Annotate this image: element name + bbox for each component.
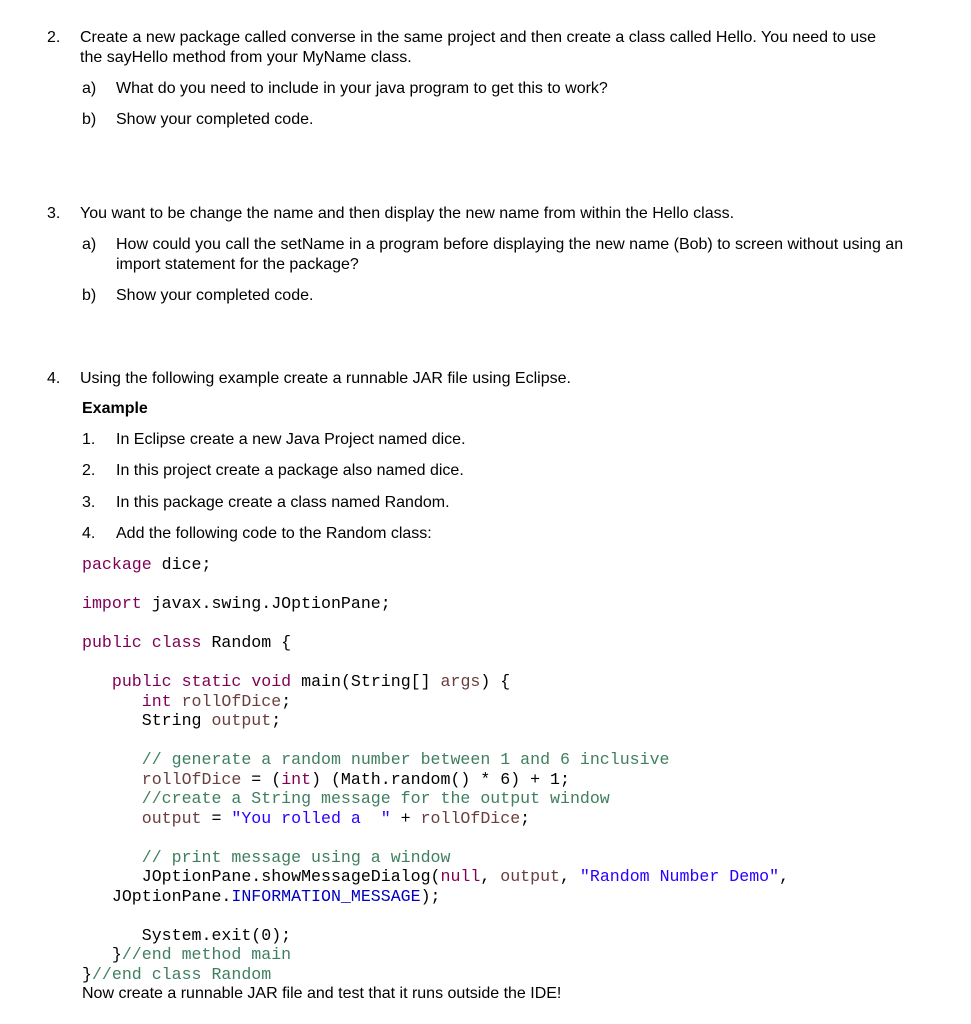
code-line	[82, 672, 789, 692]
code-line	[82, 692, 789, 712]
code-token: System.exit(0);	[82, 925, 292, 945]
code-line	[82, 965, 789, 985]
code-token	[82, 750, 142, 769]
code-token	[82, 770, 142, 789]
step-text: In this project create a package also named dice.	[116, 462, 464, 479]
code-token: dice;	[151, 555, 212, 574]
code-token: output	[500, 867, 560, 886]
code-line	[82, 789, 789, 809]
code-token: String	[82, 711, 212, 730]
code-token: //end class Random	[91, 964, 272, 984]
code-token: ) (Math.random() * 6) + 1;	[311, 769, 570, 789]
code-token: Random {	[201, 633, 292, 652]
step-number: 3.	[82, 494, 96, 511]
code-token: ,	[560, 867, 580, 886]
code-token: ;	[271, 711, 282, 730]
code-line	[82, 809, 789, 829]
subquestion-text: Show your completed code.	[116, 111, 314, 128]
code-token	[142, 633, 152, 652]
code-token: JOptionPane.showMessageDialog(	[82, 867, 441, 886]
subquestion-label: b)	[82, 287, 97, 304]
code-line	[82, 653, 789, 673]
code-token: public	[82, 633, 142, 652]
code-token: // print message using a window	[141, 847, 451, 867]
code-token	[241, 672, 251, 691]
code-token: int	[141, 691, 172, 711]
code-line	[82, 887, 789, 907]
question-text: Create a new package called converse in the same project and then create a class called Hello. You need to use	[80, 29, 877, 46]
question-number: 3.	[47, 205, 61, 222]
code-token: //create a String message for the output window	[141, 789, 610, 808]
code-token	[82, 809, 142, 828]
code-token: = (	[241, 769, 282, 789]
step-text: In this package create a class named Random.	[116, 494, 450, 511]
question-number: 4.	[47, 370, 61, 387]
code-line	[82, 867, 789, 887]
code-token: }	[82, 945, 122, 964]
code-token: rollOfDice	[181, 691, 282, 711]
code-token	[82, 848, 142, 867]
code-token: int	[281, 769, 312, 789]
code-token: rollOfDice	[420, 808, 521, 828]
code-token: ,	[480, 867, 501, 886]
subquestion-text: What do you need to include in your java program to get this to work?	[116, 80, 608, 97]
code-block	[82, 555, 789, 984]
code-token: ) {	[480, 672, 511, 691]
code-token: output	[141, 808, 202, 828]
code-token: args	[440, 672, 481, 691]
code-token	[82, 672, 112, 691]
code-token	[172, 672, 182, 691]
footer-instruction: Now create a runnable JAR file and test that it runs outside the IDE!	[82, 985, 562, 1002]
step-number: 2.	[82, 462, 96, 479]
code-line	[82, 750, 789, 770]
code-line	[82, 633, 789, 653]
code-token: javax.swing.JOptionPane;	[141, 594, 391, 613]
code-token: import	[82, 594, 142, 613]
subquestion-text: How could you call the setName in a program before displaying the new name (Bob) to screen without using an	[116, 236, 904, 253]
code-token: ,	[779, 867, 790, 886]
code-line	[82, 614, 789, 634]
code-line	[82, 828, 789, 848]
subquestion-text: Show your completed code.	[116, 287, 314, 304]
code-token: ;	[520, 808, 531, 828]
code-token: );	[420, 886, 441, 906]
code-token: output	[211, 711, 272, 730]
question-text: the sayHello method from your MyName class.	[80, 49, 412, 66]
code-line	[82, 906, 789, 926]
code-token: ;	[281, 691, 292, 711]
code-token: static	[181, 672, 242, 691]
code-token: rollOfDice	[141, 769, 242, 789]
code-token: null	[440, 867, 481, 886]
code-token: class	[151, 633, 202, 652]
subquestion-text: import statement for the package?	[116, 256, 359, 273]
code-token: "You rolled a "	[231, 808, 391, 828]
code-token	[172, 692, 182, 711]
code-line	[82, 731, 789, 751]
question-text: You want to be change the name and then display the new name from within the Hello class.	[80, 205, 735, 222]
code-token: }	[82, 964, 92, 984]
step-number: 4.	[82, 525, 96, 542]
code-line	[82, 555, 789, 575]
subquestion-label: a)	[82, 80, 97, 97]
step-text: Add the following code to the Random class:	[116, 525, 432, 542]
code-line	[82, 575, 789, 595]
step-text: In Eclipse create a new Java Project named dice.	[116, 431, 466, 448]
code-token: package	[82, 555, 152, 574]
code-token: //end method main	[121, 945, 292, 964]
code-line	[82, 926, 789, 946]
subquestion-label: b)	[82, 111, 97, 128]
code-line	[82, 711, 789, 731]
code-token: JOptionPane.	[82, 886, 232, 906]
code-token	[82, 789, 142, 808]
code-token: void	[251, 672, 292, 691]
example-heading: Example	[82, 400, 148, 417]
step-number: 1.	[82, 431, 96, 448]
code-line	[82, 594, 789, 614]
question-number: 2.	[47, 29, 61, 46]
question-text: Using the following example create a runnable JAR file using Eclipse.	[80, 370, 571, 387]
code-token: public	[111, 672, 172, 691]
code-token	[82, 692, 142, 711]
subquestion-label: a)	[82, 236, 97, 253]
code-token: +	[390, 808, 421, 828]
code-token: =	[201, 808, 232, 828]
code-token: // generate a random number between 1 and 6 inclusive	[141, 750, 670, 769]
code-token: INFORMATION_MESSAGE	[231, 886, 421, 906]
code-token: "Random Number Demo"	[579, 867, 780, 886]
code-line	[82, 770, 789, 790]
code-line	[82, 848, 789, 868]
code-line	[82, 945, 789, 965]
code-token: main(String[]	[291, 672, 441, 691]
